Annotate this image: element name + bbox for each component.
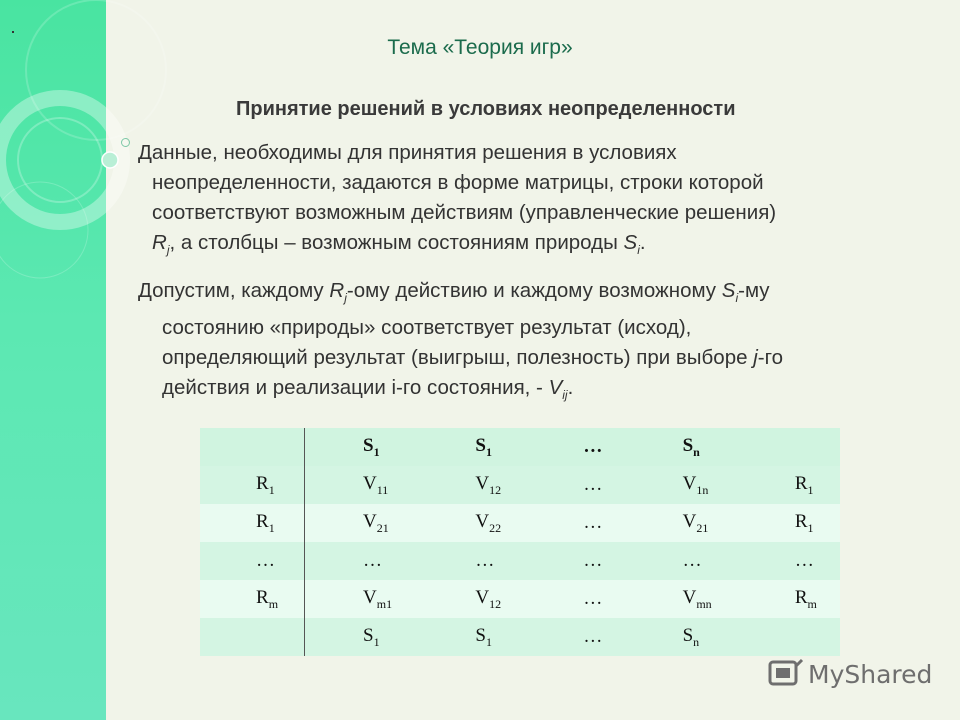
payoff-matrix-table bbox=[200, 428, 840, 656]
table-cell bbox=[625, 618, 737, 656]
symbol-v: V bbox=[548, 376, 563, 400]
symbol-r: R bbox=[152, 231, 167, 254]
table-row bbox=[200, 618, 840, 656]
cell-symbol: V bbox=[475, 586, 490, 608]
table-row bbox=[200, 580, 840, 618]
table-cell bbox=[417, 466, 525, 504]
slide-title: Тема «Теория игр» bbox=[387, 36, 573, 59]
cell-subscript: n bbox=[693, 444, 700, 459]
paragraph-outcome-description bbox=[138, 276, 928, 410]
paragraph-matrix-description bbox=[138, 138, 928, 265]
cell-symbol: … bbox=[475, 550, 495, 571]
paragraph1-line4-text: , а столбцы – возможным состояниям природы bbox=[169, 231, 624, 254]
cell-symbol: S bbox=[363, 434, 374, 456]
symbol-s: S bbox=[721, 279, 736, 302]
cell-subscript: 1 bbox=[373, 634, 380, 649]
table-cell bbox=[305, 504, 418, 542]
table-cell bbox=[625, 428, 737, 466]
table-cell bbox=[525, 542, 624, 580]
cell-symbol: V bbox=[475, 510, 490, 532]
table-cell bbox=[200, 466, 305, 504]
paragraph2-line1-end: -му bbox=[738, 279, 770, 302]
cell-symbol: V bbox=[363, 586, 377, 608]
cell-symbol: … bbox=[256, 550, 275, 571]
cell-subscript: mn bbox=[696, 596, 712, 611]
table-cell bbox=[417, 504, 525, 542]
table-cell bbox=[625, 504, 737, 542]
left-accent-band bbox=[0, 0, 106, 720]
table-row bbox=[200, 504, 840, 542]
table-cell bbox=[200, 618, 305, 656]
paragraph2-line1-start: Допустим, каждому bbox=[138, 279, 330, 302]
cell-symbol: … bbox=[363, 550, 382, 571]
myshared-logo-icon bbox=[766, 656, 806, 692]
subscript-j: j bbox=[344, 291, 347, 306]
subscript-i: i bbox=[637, 243, 640, 258]
paragraph1-line3: соответствуют возможным действиям (управленческие решения) bbox=[152, 201, 777, 224]
paragraph2-line4-end: . bbox=[567, 376, 574, 400]
table-cell bbox=[625, 580, 737, 618]
cell-subscript: 11 bbox=[376, 482, 389, 497]
cell-subscript: 1 bbox=[373, 444, 380, 459]
table-cell bbox=[417, 618, 525, 656]
slide-subtitle: Принятие решений в условиях неопределенности bbox=[236, 98, 736, 120]
table-cell bbox=[200, 428, 305, 466]
paragraph2-line4-start: действия и реализации i-го состояния, - bbox=[162, 376, 549, 400]
cell-symbol: … bbox=[583, 512, 603, 533]
cell-symbol: V bbox=[682, 510, 697, 532]
cell-subscript: 21 bbox=[376, 520, 389, 535]
cell-subscript: m1 bbox=[376, 596, 393, 611]
cell-symbol: V bbox=[475, 472, 490, 494]
cell-symbol: S bbox=[363, 624, 374, 646]
cell-symbol: V bbox=[363, 510, 377, 532]
cell-symbol: R bbox=[256, 510, 269, 532]
table-cell bbox=[417, 542, 525, 580]
cell-subscript: m bbox=[268, 596, 279, 611]
cell-symbol: S bbox=[682, 434, 694, 456]
table-cell bbox=[305, 466, 418, 504]
cell-subscript: 21 bbox=[696, 520, 709, 535]
table-cell bbox=[305, 580, 418, 618]
cell-subscript: 1 bbox=[268, 520, 275, 535]
cell-symbol: V bbox=[682, 586, 697, 608]
cell-symbol: V bbox=[363, 472, 377, 494]
cell-symbol: … bbox=[583, 626, 603, 647]
table-cell bbox=[200, 504, 305, 542]
cell-subscript: n bbox=[693, 634, 700, 649]
cell-subscript: m bbox=[807, 596, 817, 611]
table-cell bbox=[305, 618, 418, 656]
table-cell bbox=[737, 466, 840, 504]
paragraph2-line2: состоянию «природы» соответствует результат (исход), bbox=[162, 316, 692, 340]
table-cell bbox=[737, 580, 840, 618]
paragraph2-line3-end: -го bbox=[757, 346, 784, 370]
symbol-r: R bbox=[329, 279, 345, 302]
table-cell bbox=[525, 466, 624, 504]
cell-symbol: … bbox=[583, 550, 603, 571]
table-cell bbox=[737, 504, 840, 542]
cell-subscript: 1 bbox=[807, 482, 814, 497]
paragraph2-line3-start: определяющий результат (выигрыш, полезность) при выборе bbox=[162, 346, 754, 370]
subscript-j: j bbox=[166, 243, 170, 258]
table-cell bbox=[417, 428, 525, 466]
cell-symbol: R bbox=[794, 586, 808, 608]
paragraph2-line1-mid: -ому действию и каждому возможному bbox=[346, 279, 722, 302]
table-cell bbox=[305, 428, 418, 466]
table-cell bbox=[737, 542, 840, 580]
cell-subscript: 12 bbox=[489, 482, 502, 497]
table-cell bbox=[305, 542, 418, 580]
table-cell bbox=[200, 542, 305, 580]
cell-symbol: … bbox=[583, 474, 603, 495]
table-cell bbox=[737, 428, 840, 466]
subscript-i: i bbox=[735, 291, 739, 306]
paragraph2-line3 bbox=[138, 343, 928, 373]
symbol-j: j bbox=[753, 346, 758, 370]
subscript-ij: ij bbox=[562, 388, 568, 403]
cell-symbol: S bbox=[475, 434, 486, 456]
cell-symbol: … bbox=[682, 550, 702, 571]
bullet-circle-icon bbox=[121, 138, 130, 147]
cell-symbol: S bbox=[682, 624, 694, 646]
table-row bbox=[200, 428, 840, 466]
cell-subscript: 1 bbox=[485, 634, 492, 649]
table-cell bbox=[525, 580, 624, 618]
cell-symbol: S bbox=[475, 624, 486, 646]
cell-subscript: 12 bbox=[489, 596, 502, 611]
table-row bbox=[200, 466, 840, 504]
cell-symbol: R bbox=[794, 472, 808, 494]
dot-mark bbox=[12, 31, 14, 33]
table-cell bbox=[525, 504, 624, 542]
cell-symbol: V bbox=[682, 472, 697, 494]
table-cell bbox=[625, 466, 737, 504]
cell-symbol: R bbox=[794, 510, 808, 532]
watermark-text: MyShared bbox=[808, 660, 933, 689]
paragraph1-line4-end: . bbox=[639, 231, 646, 254]
paragraph1-line2: неопределенности, задаются в форме матрицы, строки которой bbox=[152, 171, 764, 194]
cell-symbol: R bbox=[256, 472, 269, 494]
table-cell bbox=[625, 542, 737, 580]
paragraph2-line1 bbox=[138, 276, 928, 313]
table-cell bbox=[417, 580, 525, 618]
cell-symbol: … bbox=[794, 550, 814, 571]
table-cell bbox=[525, 618, 624, 656]
cell-symbol: R bbox=[256, 586, 269, 608]
symbol-s: S bbox=[623, 231, 638, 254]
table-cell bbox=[737, 618, 840, 656]
paragraph1-line4 bbox=[138, 228, 928, 265]
table-cell bbox=[200, 580, 305, 618]
cell-symbol: … bbox=[583, 588, 603, 609]
cell-subscript: 1 bbox=[485, 444, 492, 459]
table-row bbox=[200, 542, 840, 580]
paragraph2-line4 bbox=[138, 373, 928, 410]
cell-subscript: 22 bbox=[489, 520, 502, 535]
paragraph1-line1: Данные, необходимы для принятия решения в условиях bbox=[138, 141, 677, 164]
table-cell bbox=[525, 428, 624, 466]
cell-subscript: 1 bbox=[807, 520, 814, 535]
cell-symbol: … bbox=[583, 436, 603, 457]
cell-subscript: 1n bbox=[696, 482, 709, 497]
cell-subscript: 1 bbox=[268, 482, 275, 497]
